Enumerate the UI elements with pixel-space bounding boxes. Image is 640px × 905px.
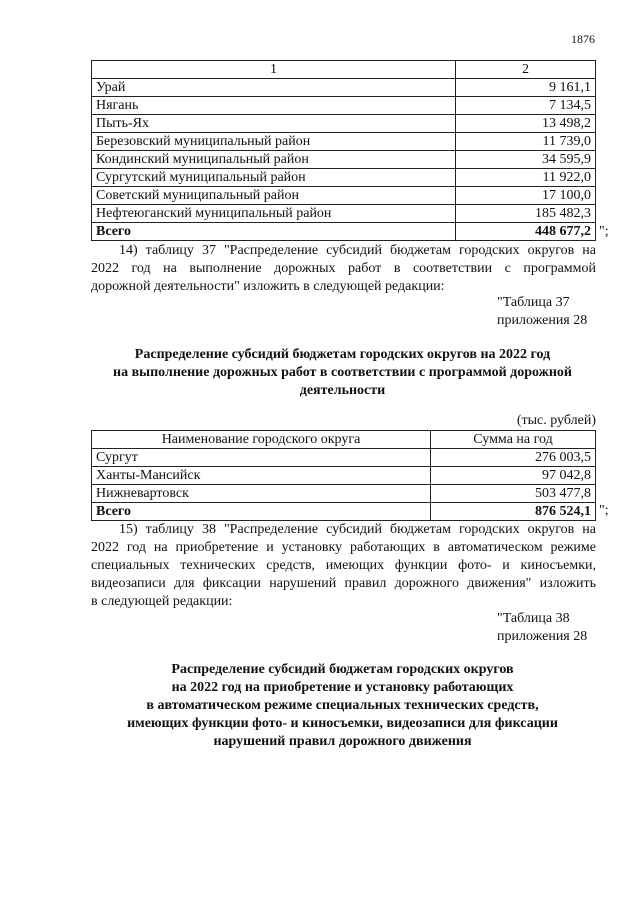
row-name: Березовский муниципальный район: [92, 133, 456, 151]
row-name: Сургут: [92, 449, 431, 467]
row-value: 185 482,3: [456, 205, 596, 223]
table-row: [92, 115, 596, 133]
title-line: Распределение субсидий бюджетам городских округов на 2022 год: [134, 347, 551, 362]
table-header-row: [92, 431, 596, 449]
title-line: на 2022 год на приобретение и установку работающих: [171, 680, 514, 695]
row-name: Урай: [92, 79, 456, 97]
table-header-row: [92, 61, 596, 79]
table-row: [92, 79, 596, 97]
column-header-1: 1: [92, 61, 456, 79]
paragraph-line: 15) таблицу 38 "Распределение субсидий бюджетам городских округов на: [119, 522, 596, 537]
table-38-title: [60, 661, 625, 751]
reference-line: "Таблица 37: [497, 295, 570, 310]
total-value: 876 524,1: [431, 503, 596, 521]
row-value: 276 003,5: [431, 449, 596, 467]
row-name: Кондинский муниципальный район: [92, 151, 456, 169]
column-header-name: Наименование городского округа: [92, 431, 431, 449]
row-value: 9 161,1: [456, 79, 596, 97]
page-number: 1876: [571, 32, 595, 46]
paragraph-line: 2022 год на приобретение и установку работающих в автоматическом режиме: [91, 540, 596, 555]
table-row: [92, 467, 596, 485]
row-name: Сургутский муниципальный район: [92, 169, 456, 187]
row-name: Нефтеюганский муниципальный район: [92, 205, 456, 223]
table-total-row: [92, 223, 596, 241]
row-name: Нягань: [92, 97, 456, 115]
total-value: 448 677,2: [456, 223, 596, 241]
row-name: Нижневартовск: [92, 485, 431, 503]
table-37-title: [60, 346, 625, 400]
paragraph-line: 2022 год на выполнение дорожных работ в соответствии с программой: [91, 261, 596, 276]
row-name: Советский муниципальный район: [92, 187, 456, 205]
total-label: Всего: [92, 503, 431, 521]
row-name: Пыть-Ях: [92, 115, 456, 133]
row-name: Ханты-Мансийск: [92, 467, 431, 485]
title-line: имеющих функции фото- и киносъемки, видеозаписи для фиксации: [127, 716, 558, 731]
paragraph-14: [91, 242, 596, 296]
reference-line: приложения 28: [497, 629, 588, 644]
row-value: 503 477,8: [431, 485, 596, 503]
subsidy-table-continued: [91, 60, 596, 241]
closing-quote: ";: [599, 503, 609, 518]
row-value: 13 498,2: [456, 115, 596, 133]
row-value: 7 134,5: [456, 97, 596, 115]
row-value: 97 042,8: [431, 467, 596, 485]
units-label: (тыс. рублей): [516, 413, 596, 428]
title-line: деятельности: [299, 383, 386, 398]
title-line: на выполнение дорожных работ в соответствии с программой дорожной: [113, 365, 572, 380]
table-row: [92, 449, 596, 467]
paragraph-line: специальных технических средств, имеющих функции фото- и киносъемки,: [91, 558, 596, 573]
table-reference-37: [497, 294, 587, 330]
paragraph-line: дорожной деятельности" изложить в следующей редакции:: [91, 279, 445, 294]
total-label: Всего: [92, 223, 456, 241]
table-row: [92, 133, 596, 151]
table-row: [92, 169, 596, 187]
table-row: [92, 187, 596, 205]
paragraph-line: видеозаписи для фиксации нарушений правил дорожного движения" изложить: [91, 576, 596, 591]
paragraph-line: в следующей редакции:: [91, 594, 233, 609]
table-row: [92, 97, 596, 115]
row-value: 11 922,0: [456, 169, 596, 187]
title-line: в автоматическом режиме специальных технических средств,: [146, 698, 539, 713]
table-reference-38: [497, 610, 587, 646]
reference-line: приложения 28: [497, 313, 588, 328]
row-value: 34 595,9: [456, 151, 596, 169]
table-row: [92, 485, 596, 503]
table-row: [92, 151, 596, 169]
column-header-2: 2: [456, 61, 596, 79]
column-header-sum: Сумма на год: [431, 431, 596, 449]
table-row: [92, 205, 596, 223]
paragraph-line: 14) таблицу 37 "Распределение субсидий бюджетам городских округов на: [119, 243, 596, 258]
row-value: 11 739,0: [456, 133, 596, 151]
paragraph-15: [91, 521, 596, 611]
reference-line: "Таблица 38: [497, 611, 570, 626]
closing-quote: ";: [599, 224, 609, 239]
row-value: 17 100,0: [456, 187, 596, 205]
title-line: нарушений правил дорожного движения: [213, 734, 472, 749]
table-total-row: [92, 503, 596, 521]
subsidy-table-37: [91, 430, 596, 521]
title-line: Распределение субсидий бюджетам городских округов: [171, 662, 514, 677]
